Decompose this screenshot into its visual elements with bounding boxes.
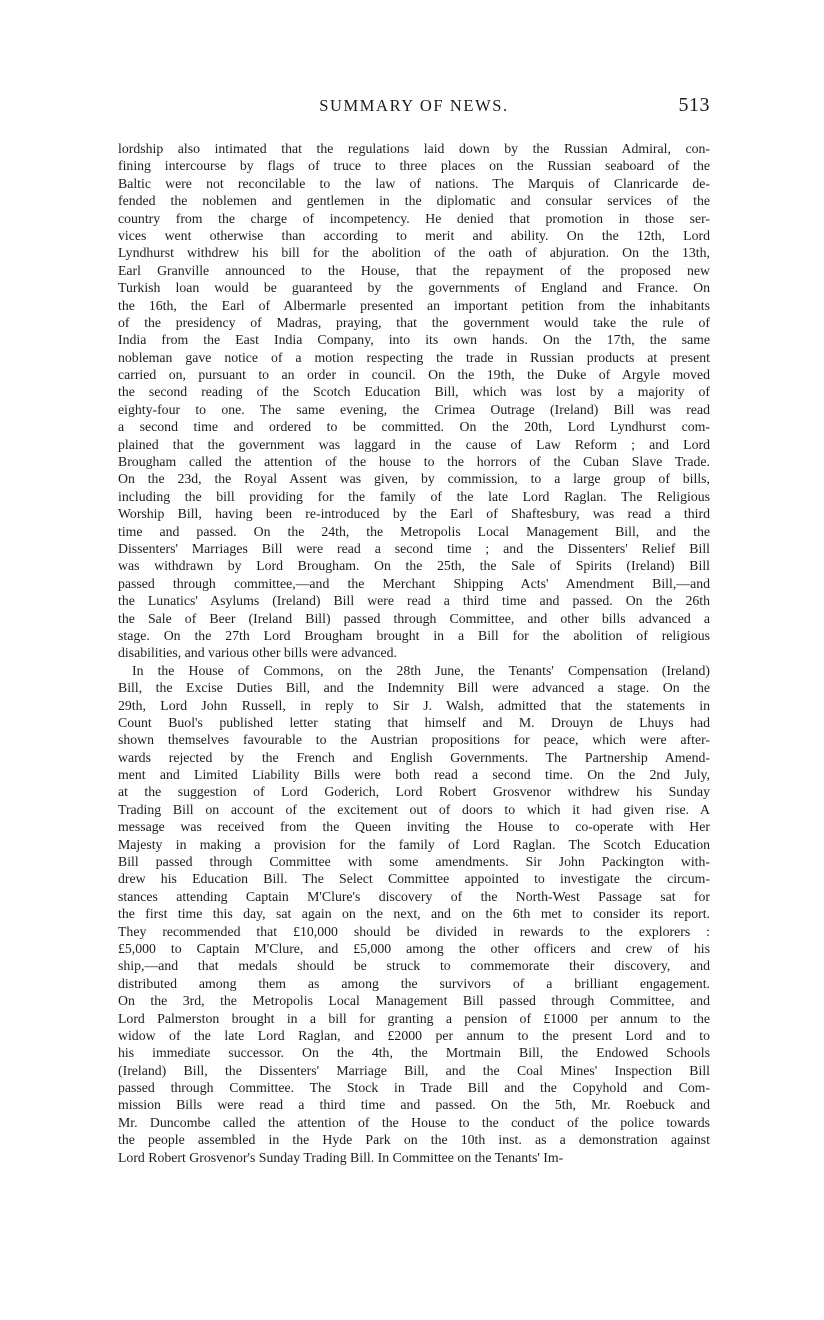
running-title: SUMMARY OF NEWS. <box>319 96 509 115</box>
text-line: Lyndhurst withdrew his bill for the abolition of the oath of abjuration. On the 13th, <box>118 245 710 261</box>
text-line: India from the East India Company, into its own hands. On the 17th, the same <box>118 332 710 348</box>
text-line: the second reading of the Scotch Education Bill, which was lost by a majority of <box>118 384 710 400</box>
text-line: lordship also intimated that the regulations laid down by the Russian Admiral, con- <box>118 141 710 156</box>
text-line: plained that the government was laggard in the cause of Law Reform ; and Lord <box>118 436 710 452</box>
text-line: his immediate successor. On the 4th, the Mortmain Bill, the Endowed Schools <box>118 1045 710 1061</box>
text-line: distributed among them as among the survivors of a brilliant engagement. <box>118 975 710 991</box>
text-line: the Sale of Beer (Ireland Bill) passed through Committee, and other bills advanced a <box>118 610 710 626</box>
text-line: £5,000 to Captain M'Clure, and £5,000 among the other officers and crew of his <box>118 940 710 956</box>
text-line: Bill passed through Committee with some amendments. Sir John Packington with- <box>118 854 710 870</box>
text-line: Bill, the Excise Duties Bill, and the Indemnity Bill were advanced a stage. On the <box>118 680 710 696</box>
text-line: On the 23d, the Royal Assent was given, by commission, to a large group of bills, <box>118 471 710 487</box>
text-line: mission Bills were read a third time and passed. On the 5th, Mr. Roebuck and <box>118 1097 710 1113</box>
text-line: Worship Bill, having been re-introduced by the Earl of Shaftesbury, was read a third <box>118 506 710 522</box>
text-line: time and passed. On the 24th, the Metropolis Local Management Bill, and the <box>118 523 710 539</box>
text-line: was withdrawn by Lord Brougham. On the 25th, the Sale of Spirits (Ireland) Bill <box>118 558 710 574</box>
text-line: country from the charge of incompetency. He denied that promotion in those ser- <box>118 210 710 226</box>
page-header <box>118 94 710 124</box>
text-line: drew his Education Bill. The Select Committee appointed to investigate the circum- <box>118 871 710 887</box>
text-line: Dissenters' Marriages Bill were read a second time ; and the Dissenters' Relief Bill <box>118 540 710 556</box>
article-body <box>118 140 710 1166</box>
text-line: Trading Bill on account of the excitement out of doors to which it had given rise. A <box>118 801 710 817</box>
text-line: a second time and ordered to be committed. On the 20th, Lord Lyndhurst com- <box>118 419 710 435</box>
text-line: Turkish loan would be guaranteed by the governments of England and France. On <box>118 280 710 296</box>
text-line: On the 3rd, the Metropolis Local Management Bill passed through Committee, and <box>118 993 710 1009</box>
text-line: ship,—and that medals should be struck to commemorate their discovery, and <box>118 958 710 974</box>
text-line: the Lunatics' Asylums (Ireland) Bill were read a third time and passed. On the 26th <box>118 593 710 609</box>
text-line: (Ireland) Bill, the Dissenters' Marriage Bill, and the Coal Mines' Inspection Bill <box>118 1062 710 1078</box>
text-line: at the suggestion of Lord Goderich, Lord Robert Grosvenor withdrew his Sunday <box>118 784 710 800</box>
text-line: fining intercourse by flags of truce to three places on the Russian seaboard of the <box>118 158 710 174</box>
text-line: They recommended that £10,000 should be divided in rewards to the explorers : <box>118 923 710 939</box>
text-line: message was received from the Queen inviting the House to co-operate with Her <box>118 819 710 835</box>
text-line: Count Buol's published letter stating that himself and M. Drouyn de Lhuys had <box>118 714 710 730</box>
text-line: stances attending Captain M'Clure's discovery of the North-West Passage sat for <box>118 888 710 904</box>
text-line: nobleman gave notice of a motion respecting the trade in Russian products at present <box>118 349 710 365</box>
text-line: carried on, pursuant to an order in council. On the 19th, the Duke of Argyle moved <box>118 367 710 383</box>
text-line: 29th, Lord John Russell, in reply to Sir J. Walsh, admitted that the statements in <box>118 697 710 713</box>
text-line: disabilities, and various other bills were advanced. <box>118 645 397 661</box>
text-line: the 16th, the Earl of Albermarle presented an important petition from the inhabitants <box>118 297 710 313</box>
text-line: wards rejected by the French and English Governments. The Partnership Amend- <box>118 749 710 765</box>
text-line: Earl Granville announced to the House, that the repayment of the proposed new <box>118 262 710 278</box>
text-line: fended the noblemen and gentlemen in the diplomatic and consular services of the <box>118 193 710 209</box>
text-line: Baltic were not reconcilable to the law of nations. The Marquis of Clanricarde de- <box>118 175 710 191</box>
text-line: of the presidency of Madras, praying, that the government would take the rule of <box>118 314 710 330</box>
text-line: vices went otherwise than according to merit and ability. On the 12th, Lord <box>118 227 710 243</box>
paragraph-lords <box>118 140 710 662</box>
text-line: the first time this day, sat again on the next, and on the 6th met to consider its report. <box>118 906 710 922</box>
text-line: Majesty in making a provision for the family of Lord Raglan. The Scotch Education <box>118 836 710 852</box>
page-number: 513 <box>678 94 710 116</box>
text-line: passed through committee,—and the Merchant Shipping Acts' Amendment Bill,—and <box>118 575 710 591</box>
paragraph-commons <box>118 662 710 1166</box>
text-line: Lord Palmerston brought in a bill for granting a pension of £1000 per annum to the <box>118 1010 710 1026</box>
text-line: stage. On the 27th Lord Brougham brought in a Bill for the abolition of religious <box>118 627 710 643</box>
text-line: eighty-four to one. The same evening, the Crimea Outrage (Ireland) Bill was read <box>118 401 710 417</box>
text-line: widow of the late Lord Raglan, and £2000 per annum to the present Lord and to <box>118 1027 710 1043</box>
text-line: ment and Limited Liability Bills were both read a second time. On the 2nd July, <box>118 767 710 783</box>
text-line: shown themselves favourable to the Austrian propositions for peace, which were after- <box>118 732 710 748</box>
text-line: In the House of Commons, on the 28th June, the Tenants' Compensation (Ireland) <box>132 662 710 678</box>
text-line: including the bill providing for the family of the late Lord Raglan. The Religious <box>118 488 710 504</box>
text-line: passed through Committee. The Stock in Trade Bill and the Copyhold and Com- <box>118 1080 710 1096</box>
text-line: the people assembled in the Hyde Park on the 10th inst. as a demonstration against <box>118 1132 710 1148</box>
text-line: Lord Robert Grosvenor's Sunday Trading Bill. In Committee on the Tenants' Im- <box>118 1149 564 1165</box>
text-line: Brougham called the attention of the house to the horrors of the Cuban Slave Trade. <box>118 454 710 470</box>
text-line: Mr. Duncombe called the attention of the House to the conduct of the police towards <box>118 1114 710 1130</box>
